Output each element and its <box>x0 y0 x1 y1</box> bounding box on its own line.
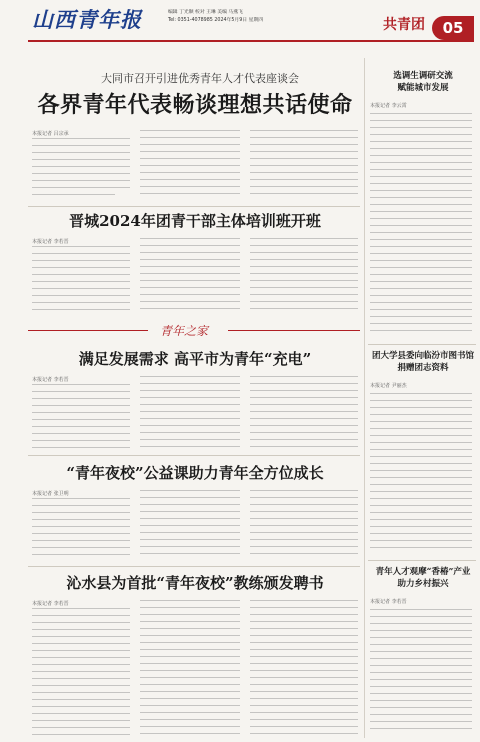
sidebar-item1-title-line2: 赋能城市发展 <box>397 83 449 93</box>
article1-body-col3 <box>250 130 358 198</box>
sidebar-rule2 <box>368 560 476 561</box>
newspaper-logo: 山西青年报 <box>32 7 142 32</box>
article1-bottom-rule <box>28 206 360 207</box>
article2-byline: 本报记者 李若晋 <box>32 239 69 245</box>
article3-title: 满足发展需求 高平市为青年“充电” <box>78 350 312 368</box>
sidebar-item2-byline: 本报记者 尹丽杰 <box>370 383 407 389</box>
sidebar-item3-title-line2: 助力乡村振兴 <box>397 579 449 589</box>
article3-body-col1 <box>32 384 130 450</box>
section-banner <box>28 322 360 338</box>
sidebar-item3 <box>370 566 476 735</box>
article1-title: 各界青年代表畅谈理想共话使命 <box>37 92 353 118</box>
article3-bottom-rule <box>28 455 360 456</box>
sidebar-item2-body <box>370 393 472 553</box>
page-number-badge: 05 <box>432 16 474 40</box>
section-title: 共青团 <box>383 17 425 33</box>
article1-body-col2 <box>140 130 240 198</box>
sidebar-item2-title-line2: 捐赠团志资料 <box>397 363 449 373</box>
article4-bottom-rule <box>28 566 360 567</box>
article3-body-col3 <box>250 376 358 448</box>
article1-body-col1 <box>32 138 130 198</box>
sidebar-item1-title-line1: 选调生调研交流 <box>393 71 453 81</box>
banner-rule-right <box>228 330 360 331</box>
column-divider <box>364 58 365 738</box>
masthead <box>0 0 480 40</box>
sidebar-item1-body <box>370 113 472 335</box>
article1-subtitle: 大同市召开引进优秀青年人才代表座谈会 <box>101 72 299 85</box>
sidebar-item2 <box>370 350 476 553</box>
masthead-rule <box>28 40 474 42</box>
article3-body-col2 <box>140 376 240 448</box>
sidebar-item3-title-line1: 青年人才观摩“香椿”产业 <box>375 567 471 577</box>
article5-body-col2 <box>140 600 240 736</box>
article1-byline: 本报记者 吕宗承 <box>32 131 69 137</box>
article5-byline: 本报记者 李若晋 <box>32 601 69 607</box>
sidebar-rule1 <box>368 344 476 345</box>
article5-body-col3 <box>250 600 358 736</box>
sidebar-item1 <box>370 70 476 335</box>
article5-body-col1 <box>32 608 130 736</box>
sidebar-item3-body <box>370 609 472 735</box>
article2-body-col1 <box>32 246 130 314</box>
article4-title: “青年夜校”公益课助力青年全方位成长 <box>66 464 324 482</box>
article4-byline: 本报记者 张卫明 <box>32 491 69 497</box>
sidebar-item3-byline: 本报记者 李若晋 <box>370 599 407 605</box>
article3-byline: 本报记者 李若晋 <box>32 377 69 383</box>
banner-title: 青年之家 <box>160 324 209 338</box>
article4-body-col1 <box>32 498 130 558</box>
masthead-info-editors: 编辑 丁光顺 校对 王琳 美编 马燕飞 <box>168 10 243 15</box>
article5-title: 沁水县为首批“青年夜校”教练颁发聘书 <box>66 574 324 592</box>
article2-body-col2 <box>140 238 240 310</box>
article2-title: 晋城2024年团青干部主体培训班开班 <box>69 212 321 230</box>
sidebar-item1-byline: 本报记者 李云霄 <box>370 103 407 109</box>
sidebar-item2-title-line1: 团大学县委向临汾市图书馆 <box>371 351 474 361</box>
banner-rule-left <box>28 330 148 331</box>
article4-body-col3 <box>250 490 358 558</box>
article4-body-col2 <box>140 490 240 558</box>
masthead-info-date: Tel: 0351-4078985 2024年5月9日 星期四 <box>168 18 263 23</box>
article2-body-col3 <box>250 238 358 310</box>
